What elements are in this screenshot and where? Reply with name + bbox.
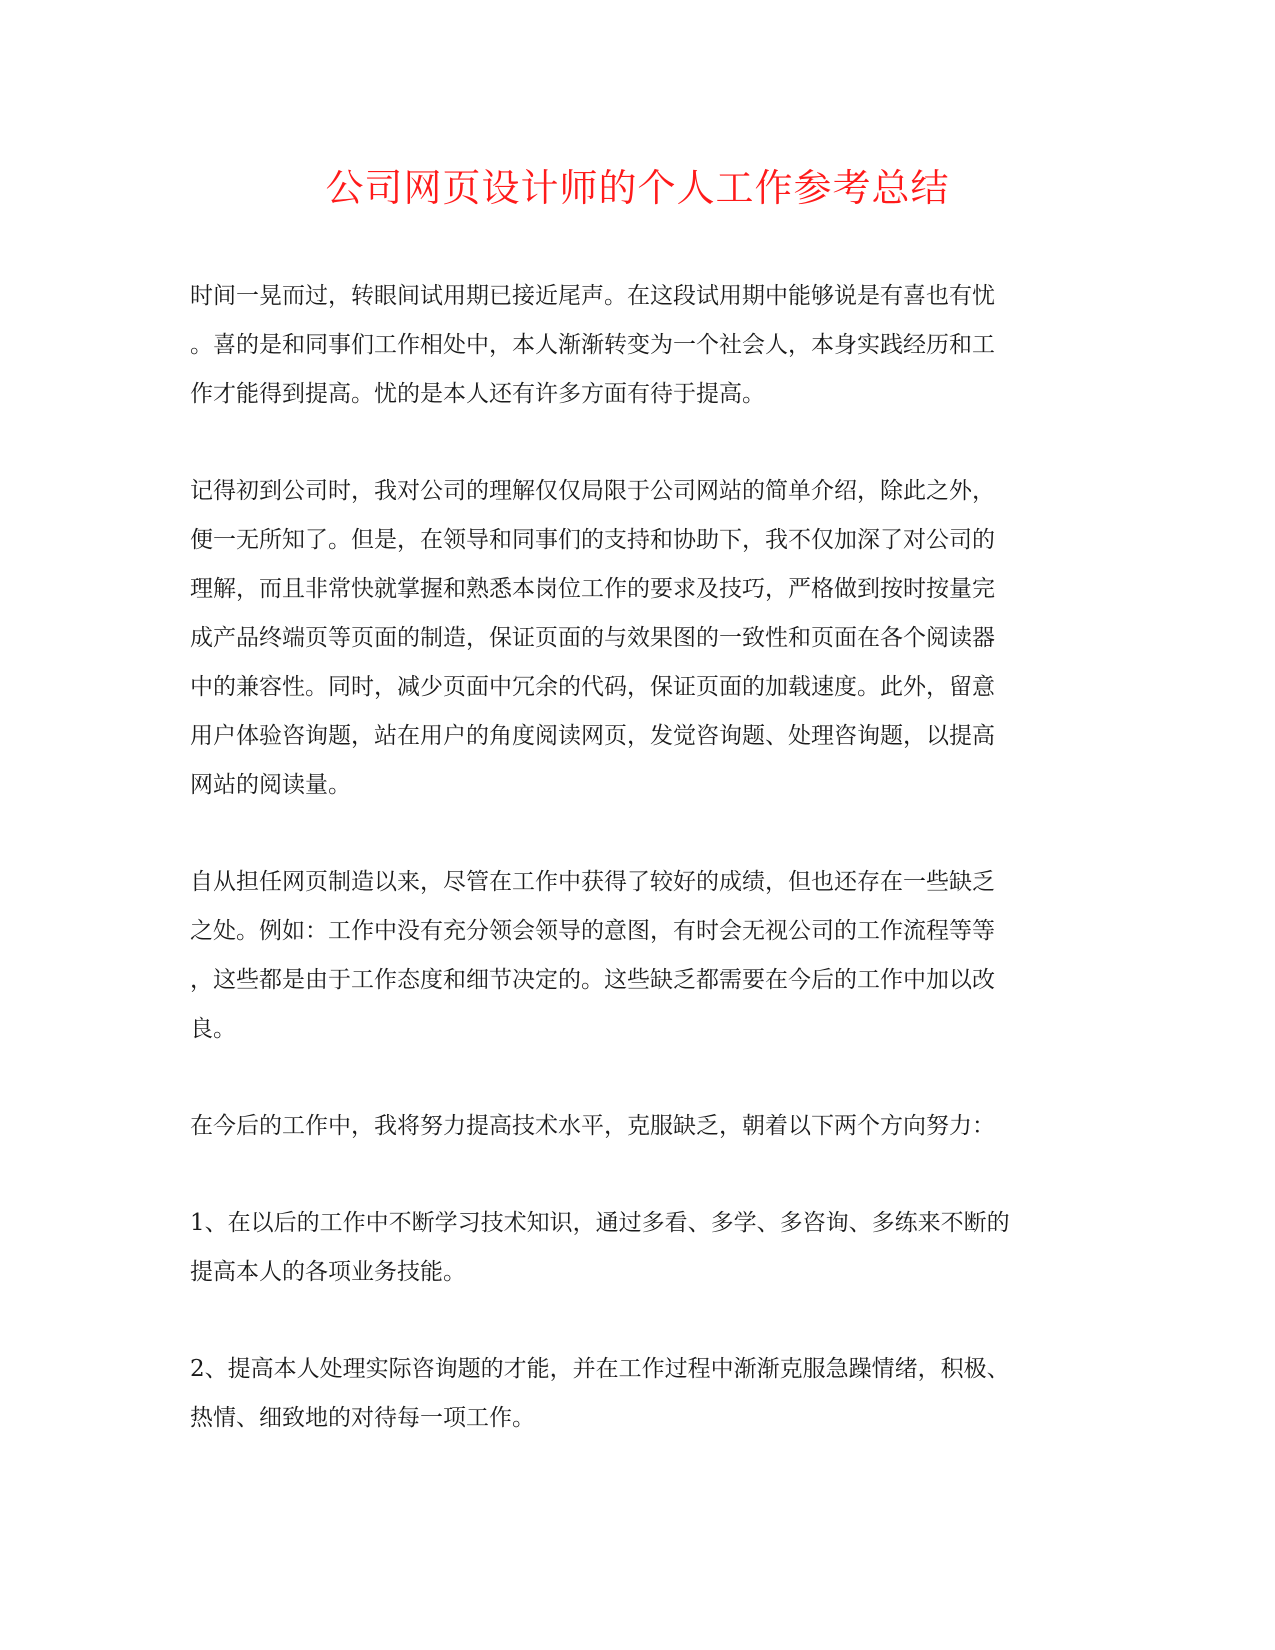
paragraph-gap	[190, 1297, 1070, 1345]
list-item-2	[190, 1345, 1070, 1443]
paragraph-gap	[190, 419, 1070, 467]
text-line: 中的兼容性。同时，减少页面中冗余的代码，保证页面的加载速度。此外，留意	[190, 674, 995, 700]
paragraph-future-intro	[190, 1102, 1070, 1151]
paragraph-first-days	[190, 467, 1070, 810]
text-line: 1、在以后的工作中不断学习技术知识，通过多看、多学、多咨询、多练来不断的	[190, 1210, 1010, 1236]
text-line: 时间一晃而过，转眼间试用期已接近尾声。在这段试用期中能够说是有喜也有忧	[190, 283, 995, 309]
text-line: 作才能得到提高。忧的是本人还有许多方面有待于提高。	[190, 381, 765, 407]
paragraph-gap	[190, 1151, 1070, 1199]
text-line: 2、提高本人处理实际咨询题的才能，并在工作过程中渐渐克服急躁情绪，积极、	[190, 1356, 1010, 1382]
text-line: 之处。例如：工作中没有充分领会领导的意图，有时会无视公司的工作流程等等	[190, 918, 995, 944]
text-line: 热情、细致地的对待每一项工作。	[190, 1405, 535, 1431]
text-line: 。喜的是和同事们工作相处中，本人渐渐转变为一个社会人，本身实践经历和工	[190, 332, 995, 358]
paragraph-intro	[190, 272, 1070, 419]
paragraph-gap	[190, 1054, 1070, 1102]
text-line: 记得初到公司时，我对公司的理解仅仅局限于公司网站的简单介绍，除此之外，	[190, 478, 995, 504]
document-body	[190, 272, 1070, 1443]
list-item-1	[190, 1199, 1070, 1297]
text-line: 提高本人的各项业务技能。	[190, 1259, 466, 1285]
text-line: 理解，而且非常快就掌握和熟悉本岗位工作的要求及技巧，严格做到按时按量完	[190, 576, 995, 602]
text-line: 自从担任网页制造以来，尽管在工作中获得了较好的成绩，但也还存在一些缺乏	[190, 869, 995, 895]
paragraph-shortcomings	[190, 858, 1070, 1054]
text-line: 在今后的工作中，我将努力提高技术水平，克服缺乏，朝着以下两个方向努力：	[190, 1113, 995, 1139]
paragraph-gap	[190, 810, 1070, 858]
text-line: 良。	[190, 1016, 236, 1042]
text-line: 用户体验咨询题，站在用户的角度阅读网页，发觉咨询题、处理咨询题，以提高	[190, 723, 995, 749]
text-line: 成产品终端页等页面的制造，保证页面的与效果图的一致性和页面在各个阅读器	[190, 625, 995, 651]
text-line: 网站的阅读量。	[190, 772, 351, 798]
text-line: ，这些都是由于工作态度和细节决定的。这些缺乏都需要在今后的工作中加以改	[190, 967, 995, 993]
document-title: 公司网页设计师的个人工作参考总结	[325, 166, 950, 210]
text-line: 便一无所知了。但是，在领导和同事们的支持和协助下，我不仅加深了对公司的	[190, 527, 995, 553]
